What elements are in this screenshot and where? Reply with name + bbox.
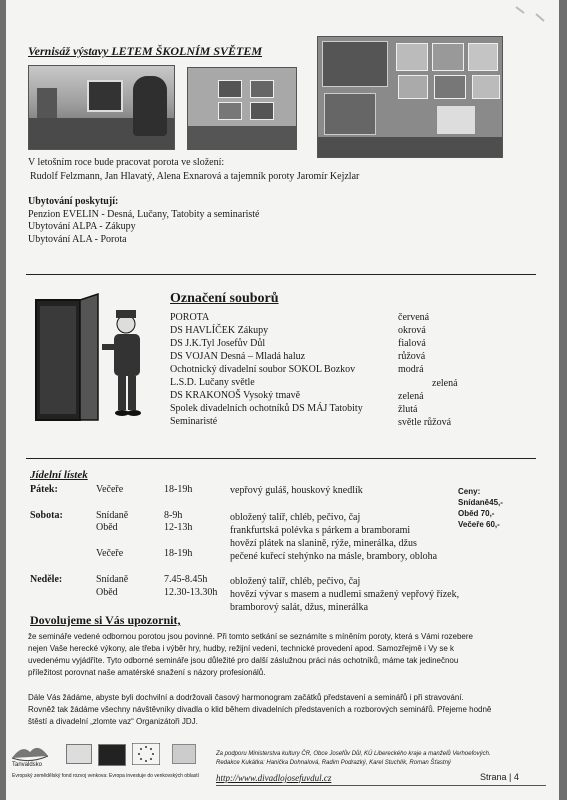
eu-fund-text: Evropský zemědělský fond rozvoj venkova: Evropa investuje do venkovských oblastí (12, 773, 200, 779)
ministry-logo (172, 744, 196, 764)
meal-time: 18-19h (164, 548, 193, 559)
ceny-heading: Ceny: (458, 487, 481, 496)
exhibition-photo-3 (317, 36, 503, 158)
soubor-name: Ochotnický divadelní soubor SOKOL Bozkov (170, 364, 356, 375)
cena-line: Oběd 70,- (458, 509, 495, 518)
soubor-name: Seminaristé (170, 416, 218, 427)
notice-line: štěstí a divadelní „zlomte vaz“ Organizátoři JDJ. (28, 717, 198, 726)
ubytovani-line: Ubytování ALA - Porota (28, 234, 127, 245)
soubor-color: fialová (398, 338, 426, 349)
cena-line: Večeře 60,- (458, 520, 500, 529)
notice-line: příležitost porovnat naše amatérské snažení s názory profesionálů. (28, 668, 266, 677)
day-label: Pátek: (30, 484, 58, 495)
ubytovani-line: Penzion EVELIN - Desná, Lučany, Tatobity a seminaristé (28, 209, 260, 220)
porota-intro: V letošním roce bude pracovat porota ve složení: (28, 157, 225, 168)
day-label: Neděle: (30, 574, 63, 585)
divider (26, 458, 536, 459)
meal-time: 7.45-8.45h (164, 574, 208, 585)
soubor-color: okrová (398, 325, 426, 336)
redakce-text: Redakce Kukátka: Hanička Dohnalová, Radim Podrazký, Karel Stuchlík, Roman Šťastný (216, 760, 451, 766)
soubor-color: světle růžová (398, 417, 452, 428)
notice-line: že semináře vedené odbornou porotou jsou povinné. Při tomto setkání se seznámíte s míněním poroty, která s Vámi rozebere (28, 632, 473, 641)
meal-time: 18-19h (164, 484, 193, 495)
meal-menu: hovězí vývar s masem a nudlemi smažený vepřový řízek, (230, 589, 460, 600)
leader-logo (66, 744, 92, 764)
meal-time: 12-13h (164, 522, 193, 533)
soubor-color: zelená (398, 391, 424, 402)
exhibition-photo-2 (187, 67, 297, 150)
soubor-color: červená (398, 312, 430, 323)
meal-menu: bramborový salát, džus, minerálka (230, 602, 369, 613)
eu-flag-icon (132, 743, 160, 765)
day-label: Sobota: (30, 510, 63, 521)
notice-heading: Dovolujeme si Vás upozornit, (30, 613, 181, 627)
meal-menu: obložený talíř, chléb, pečivo, čaj (230, 576, 361, 587)
eu-flag-logo (98, 744, 126, 766)
notice-line: Rovněž tak žádáme všechny návštěvníky divadla o klid během divadelních představeních a rozborových seminářů. Přejeme hodně (28, 705, 492, 714)
meal-label: Snídaně (96, 510, 129, 521)
meal-time: 8-9h (164, 510, 183, 521)
meal-menu: frankfurtská polévka s párkem a bramborami (230, 525, 411, 536)
doorman-illustration (30, 292, 150, 427)
soubor-name: DS J.K.Tyl Josefův Důl (170, 338, 266, 349)
porota-members: Rudolf Felzmann, Jan Hlavatý, Alena Exnarová a tajemník poroty Jaromír Kejzlar (30, 171, 360, 182)
meal-menu: vepřový guláš, houskový knedlík (230, 485, 363, 496)
tanvaldsko-label: Tanvaldsko (12, 762, 43, 768)
soubor-name: L.S.D. Lučany světle (170, 377, 255, 388)
meal-label: Snídaně (96, 574, 129, 585)
jidelni-heading: Jídelní lístek (30, 469, 88, 481)
soubor-color: zelená (432, 378, 458, 389)
ubytovani-line: Ubytování ALPA - Zákupy (28, 221, 136, 232)
vernisaz-title: Vernisáž výstavy LETEM ŠKOLNÍM SVĚTEM (28, 44, 263, 58)
meal-label: Oběd (96, 522, 118, 533)
meal-menu: hovězí plátek na slanině, rýže, minerálka, džus (230, 538, 417, 549)
document-page (6, 0, 559, 800)
soubor-name: DS KRAKONOŠ Vysoký tmavě (170, 390, 301, 401)
meal-menu: pečené kuřecí stehýnko na másle, brambory, obloha (230, 551, 438, 562)
notice-line: Dále Vás žádáme, abyste byli dochvilní a dodržovali časový harmonogram začátků představení a seminářů i při stravování. (28, 693, 464, 702)
soubor-color: růžová (398, 351, 426, 362)
website-link[interactable]: http://www.divadlojosefuvdul.cz (216, 773, 332, 783)
soubor-name: DS VOJAN Desná – Mladá haluz (170, 351, 306, 362)
divider (26, 274, 536, 275)
notice-line: uvedenému vyjádříte. Tyto odborné semináře jsou důležité pro další záslužnou práci nás ochotníků, máme tak jedinečnou (28, 656, 459, 665)
soubor-name: DS HAVLÍČEK Zákupy (170, 325, 269, 336)
meal-label: Večeře (96, 484, 124, 495)
staple-marks (512, 4, 552, 26)
exhibition-photo-1 (28, 65, 175, 150)
page-number: Strana | 4 (480, 772, 519, 782)
soubor-name: Spolek divadelních ochotníků DS MÁJ Tatobity (170, 403, 363, 414)
notice-line: nejen Vaše herecké výkony, ale třeba i výběr hry, hudby, režijní vedení, technické provedení apod. Samozřejmě i Vy se k (28, 644, 454, 653)
soubor-name: POROTA (170, 312, 210, 323)
ubytovani-heading: Ubytování poskytují: (28, 196, 119, 207)
meal-menu: obložený talíř, chléb, pečivo, čaj (230, 512, 361, 523)
meal-label: Oběd (96, 587, 118, 598)
support-text: Za podporu Ministerstva kultury ČR, Obce Josefův Důl, KÚ Libereckého kraje a manželů Verhoefových. (216, 751, 491, 757)
meal-label: Večeře (96, 548, 124, 559)
oznaceni-heading: Označení souborů (170, 291, 279, 306)
meal-time: 12.30-13.30h (164, 587, 218, 598)
footer-rule (216, 785, 546, 786)
soubor-color: modrá (398, 364, 424, 375)
cena-line: Snídaně45,- (458, 498, 503, 507)
soubor-color: žlutá (398, 404, 418, 415)
